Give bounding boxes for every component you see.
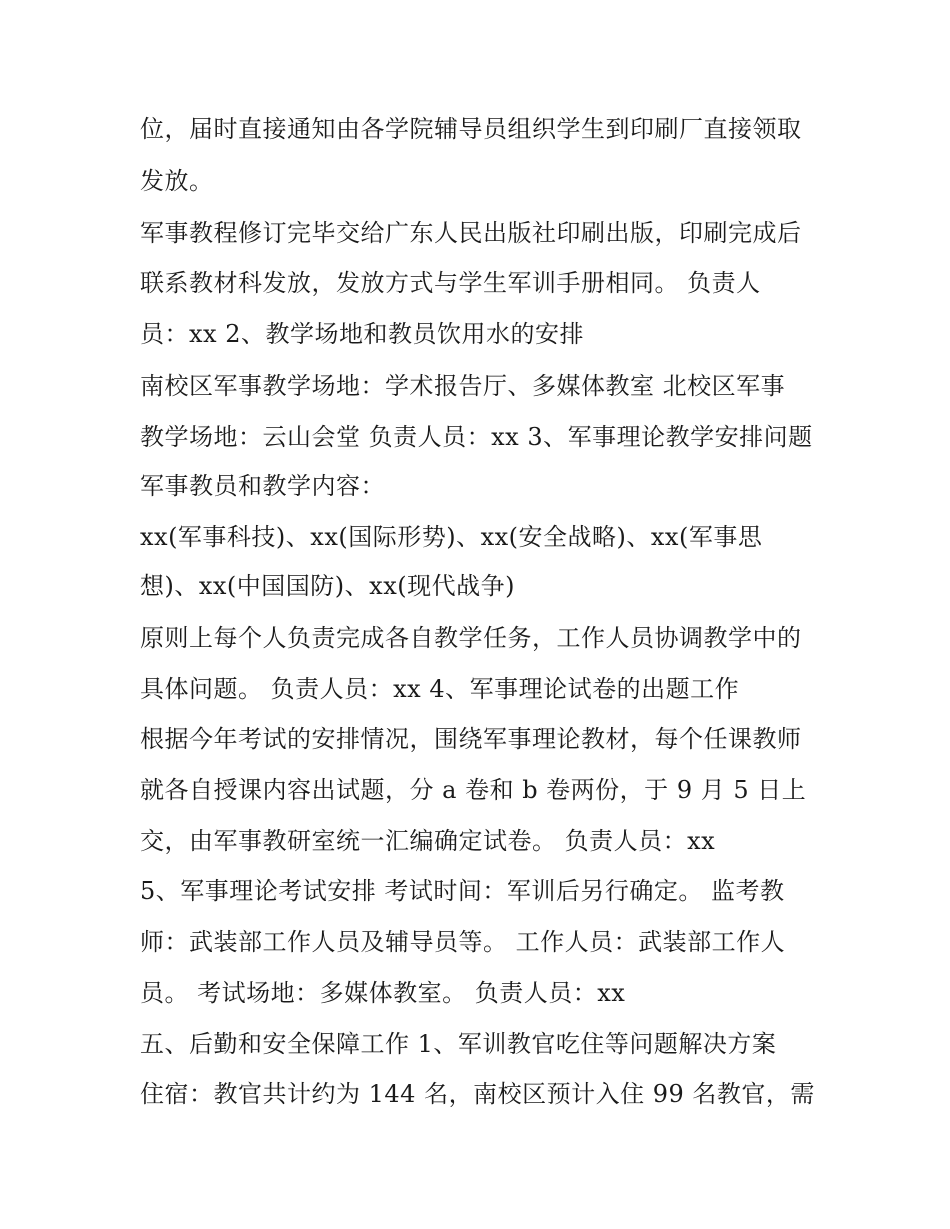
text-line: 员。 考试场地：多媒体教室。 负责人员：xx xyxy=(140,979,626,1007)
text-line: 员：xx 2、教学场地和教员饮用水的安排 xyxy=(140,320,584,348)
text-line: 交，由军事教研室统一汇编确定试卷。 负责人员：xx xyxy=(140,827,716,855)
text-line: 原则上每个人负责完成各自教学任务，工作人员协调教学中的 xyxy=(140,624,802,652)
text-line: 想)、xx(中国国防)、xx(现代战争) xyxy=(140,572,515,600)
text-line: 根据今年考试的安排情况，围绕军事理论教材，每个任课教师 xyxy=(140,725,802,753)
text-line: 师：武装部工作人员及辅导员等。 工作人员：武装部工作人 xyxy=(140,928,786,956)
text-line: 具体问题。 负责人员：xx 4、军事理论试卷的出题工作 xyxy=(140,675,740,703)
text-line: 南校区军事教学场地：学术报告厅、多媒体教室 北校区军事 xyxy=(140,372,786,400)
text-line: 军事教程修订完毕交给广东人民出版社印刷出版，印刷完成后 xyxy=(140,219,802,247)
text-line: 住宿：教官共计约为 144 名，南校区预计入住 99 名教官，需 xyxy=(140,1080,815,1108)
text-line: 就各自授课内容出试题，分 a 卷和 b 卷两份，于 9 月 5 日上 xyxy=(140,776,807,804)
text-line: 位，届时直接通知由各学院辅导员组织学生到印刷厂直接领取 xyxy=(140,115,802,143)
text-line: 发放。 xyxy=(140,167,214,195)
text-line: 军事教员和教学内容： xyxy=(140,472,385,500)
text-line: 五、后勤和安全保障工作 1、军训教官吃住等问题解决方案 xyxy=(140,1030,777,1058)
text-line: 5、军事理论考试安排 考试时间：军训后另行确定。 监考教 xyxy=(140,877,785,905)
text-line: 联系教材科发放，发放方式与学生军训手册相同。 负责人 xyxy=(140,269,761,297)
text-line: xx(军事科技)、xx(国际形势)、xx(安全战略)、xx(军事思 xyxy=(140,523,763,551)
text-line: 教学场地：云山会堂 负责人员：xx 3、军事理论教学安排问题 xyxy=(140,423,813,451)
